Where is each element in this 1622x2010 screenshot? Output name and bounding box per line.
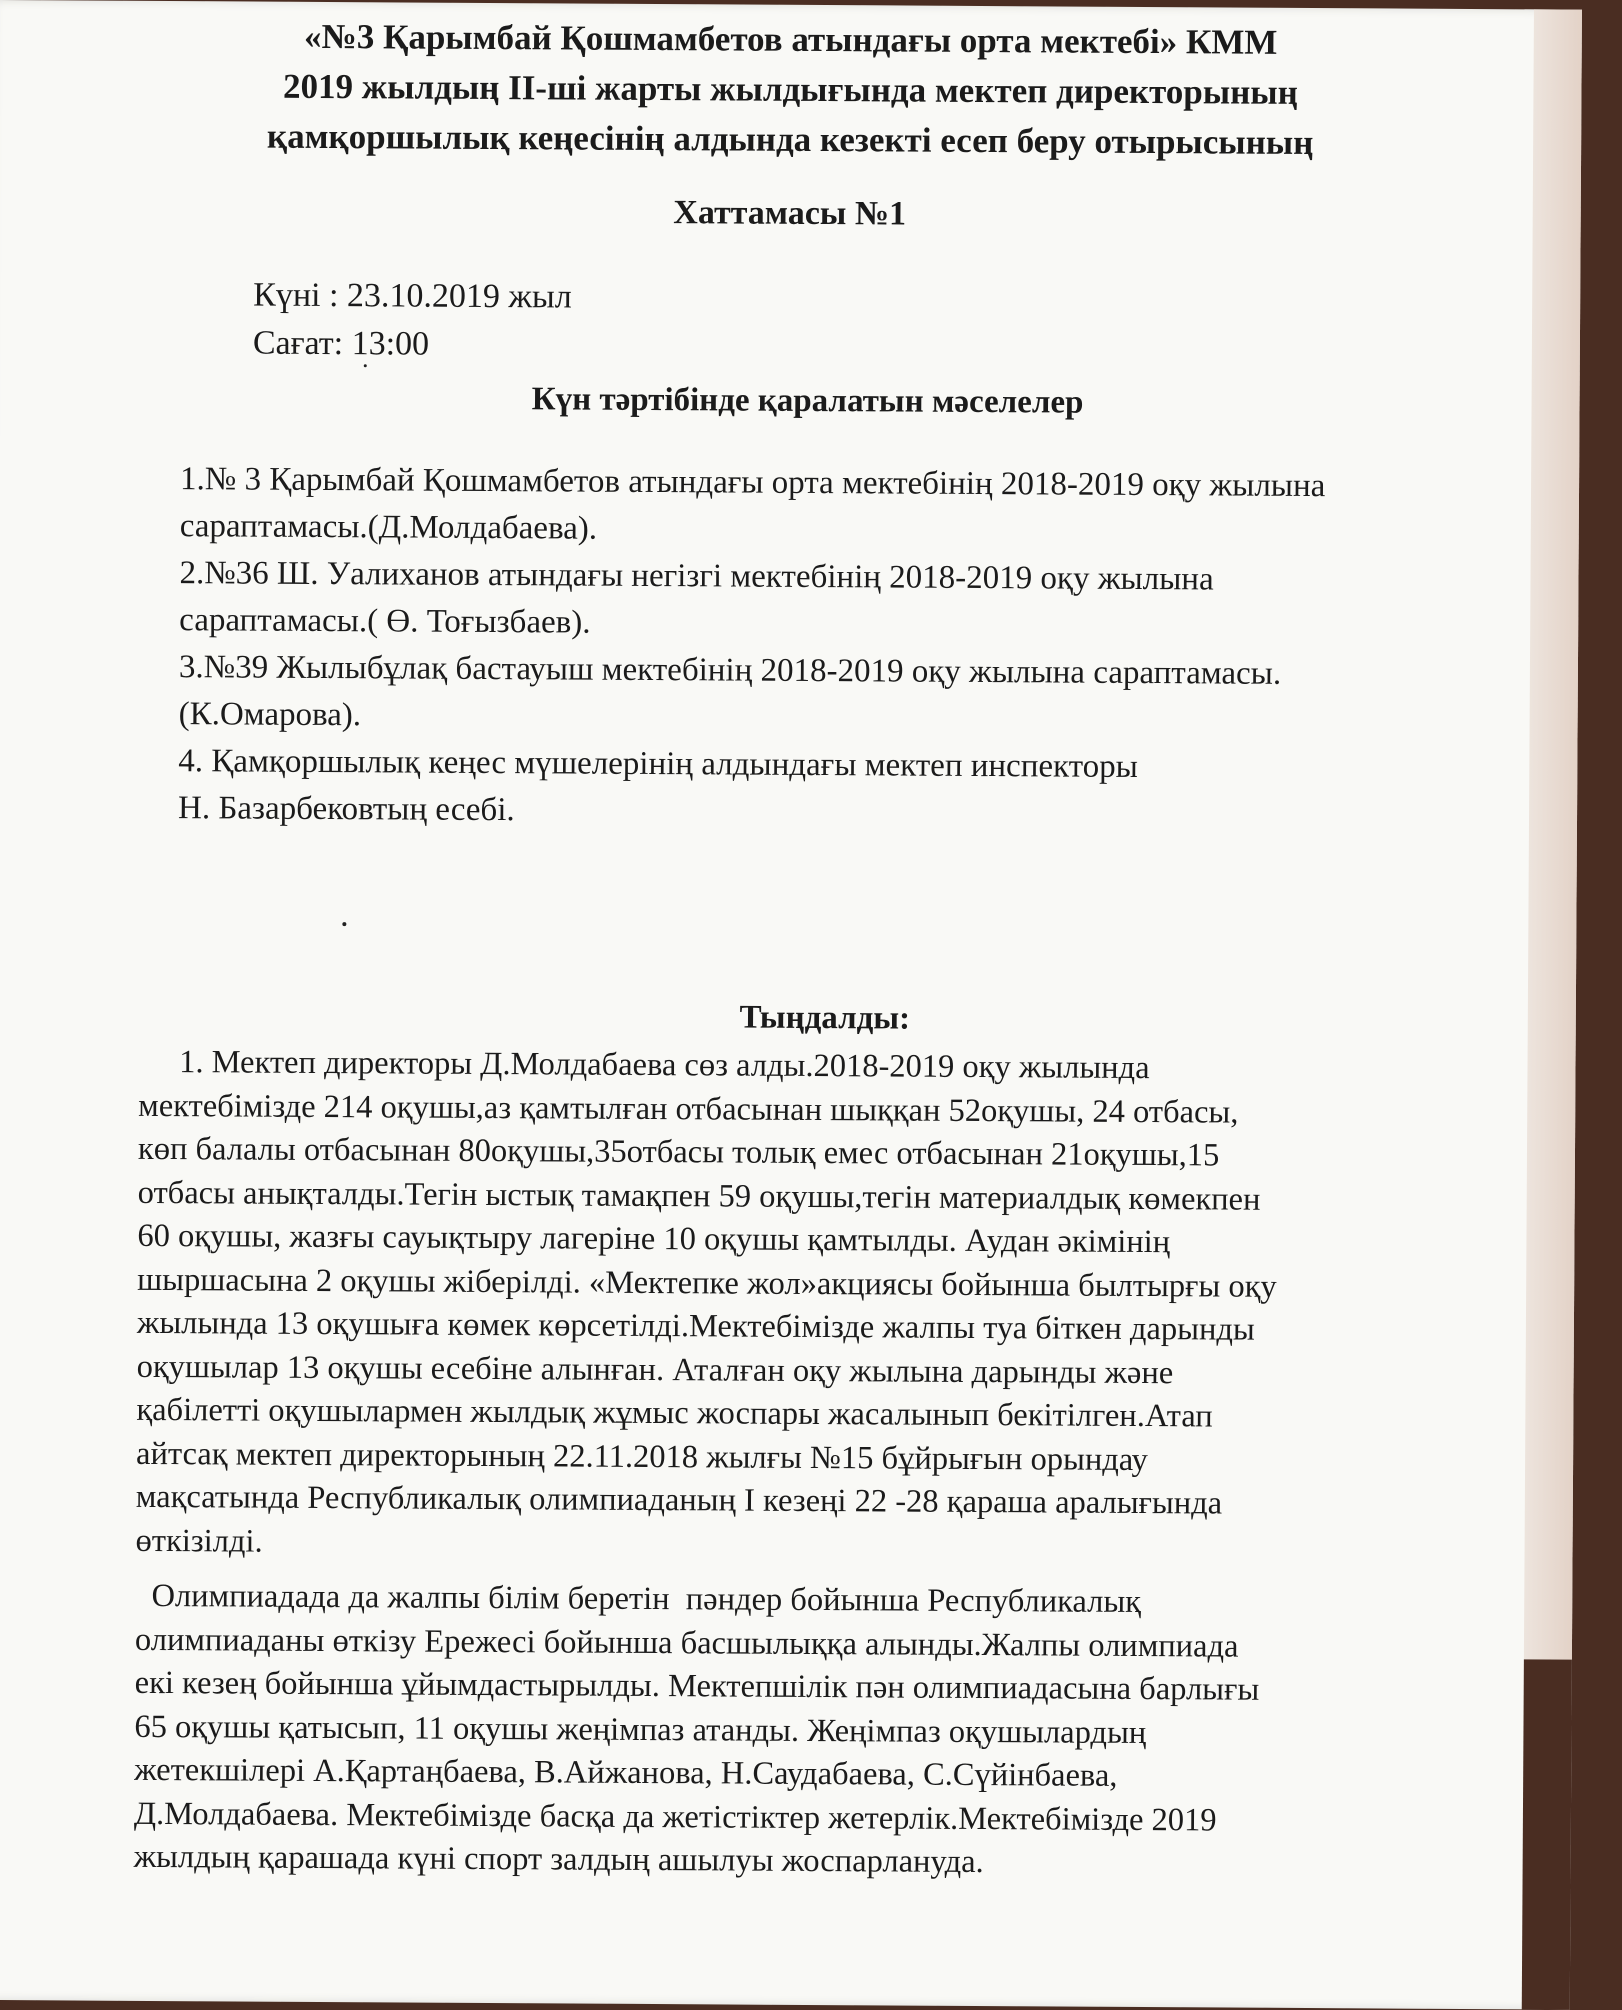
body-line: Д.Молдабаева. Мектебімізде басқа да жетістіктер жетерлік.Мектебімізде 2019 bbox=[133, 1795, 1217, 1838]
body-line: олимпиаданы өткізу Ережесі бойынша басшылыққа алынды.Жалпы олимпиада bbox=[134, 1621, 1239, 1665]
listened-title: Тыңдалды: bbox=[739, 999, 911, 1037]
agenda-line: 4. Қамқоршылық кеңес мүшелерінің алдындағы мектеп инспекторы bbox=[178, 743, 1138, 785]
body-line: 1. Мектеп директоры Д.Молдабаева сөз алды.2018-2019 оқу жылында bbox=[138, 1043, 1150, 1087]
agenda-line: (К.Омарова). bbox=[178, 696, 362, 734]
body-line: қабілетті оқушылармен жылдық жұмыс жоспары жасалынып бекітілген.Атап bbox=[136, 1391, 1213, 1435]
meeting-meta bbox=[253, 272, 572, 370]
body-line: отбасы анықталды.Тегін ыстық тамақпен 59 оқушы,тегін материалдық көмекпен bbox=[137, 1174, 1261, 1218]
agenda-line: 3.№39 Жылыбұлақ бастауыш мектебінің 2018-2019 оқу жылына сараптамасы. bbox=[178, 649, 1282, 692]
meeting-date: Күні : 23.10.2019 жыл bbox=[253, 276, 572, 316]
body-line: көп балалы отбасынан 80оқушы,35отбасы толық емес отбасынан 21оқушы,15 bbox=[137, 1130, 1220, 1174]
scan-speck bbox=[342, 922, 346, 926]
body-line: мақсатында Республикалық олимпиаданың І кезеңі 22 -28 қараша аралығында bbox=[135, 1478, 1223, 1522]
agenda-line: сараптамасы.( Ө. Тоғызбаев). bbox=[179, 602, 591, 641]
body-line: мектебімізде 214 оқушы,аз қамтылған отбасынан шыққан 52оқушы, 24 отбасы, bbox=[138, 1087, 1239, 1131]
body-line: жылдың қарашада күні спорт залдың ашылуы жоспарлануда. bbox=[133, 1838, 984, 1881]
agenda-title: Күн тәртібінде қаралатын мәселелер bbox=[531, 381, 1084, 421]
meeting-time: Сағат: 13:00 bbox=[252, 324, 430, 363]
body-line: айтсақ мектеп директорының 22.11.2018 жылғы №15 бұйрығын орындау bbox=[136, 1435, 1148, 1478]
agenda-line: Н. Базарбековтың есебі. bbox=[177, 790, 515, 829]
body-line: 60 оқушы, жазғы сауықтыру лагеріне 10 оқушы қамтылды. Аудан әкімінің bbox=[137, 1217, 1171, 1261]
paragraph-2 bbox=[134, 1575, 1436, 1887]
body-line: 65 оқушы қатысып, 11 оқушы жеңімпаз атанды. Жеңімпаз оқушылардың bbox=[134, 1708, 1147, 1751]
body-line: оқушылар 13 оқушы есебіне алынған. Аталған оқу жылына дарынды және bbox=[136, 1348, 1174, 1391]
body-line: екі кезең бойынша ұйымдастырылды. Мектепшілік пән олимпиадасына барлығы bbox=[134, 1664, 1260, 1708]
agenda-line: сараптамасы.(Д.Молдабаева). bbox=[179, 508, 598, 547]
paragraph-1 bbox=[135, 1041, 1438, 1571]
paper-edge bbox=[1524, 9, 1582, 1659]
body-line: Олимпиадада да жалпы білім беретін пәндер бойынша Республикалық bbox=[135, 1577, 1142, 1620]
minutes-body bbox=[134, 1041, 1439, 1887]
header-line-2: 2019 жылдың ІІ-ші жарты жылдығында мектеп директорының bbox=[282, 66, 1298, 112]
header-line-3: қамқоршылық кеңесінің алдында кезекті есеп беру отырысының bbox=[266, 116, 1314, 163]
document-title: Хаттамасы №1 bbox=[673, 194, 907, 233]
scan-speck bbox=[364, 364, 367, 367]
document-header bbox=[0, 10, 1582, 170]
body-line: жылында 13 оқушыға көмек көрсетілді.Мектебімізде жалпы туа біткен дарынды bbox=[136, 1304, 1255, 1348]
body-line: жетекшілері А.Қартаңбаева, В.Айжанова, Н.Саудабаева, С.Сүйінбаева, bbox=[134, 1751, 1118, 1794]
header-line-1: «№3 Қарымбай Қошмамбетов атындағы орта мектебі» КММ bbox=[303, 16, 1278, 62]
agenda-list bbox=[178, 456, 1480, 840]
background-surface bbox=[1522, 1659, 1572, 2009]
body-line: өткізілді. bbox=[135, 1522, 263, 1560]
body-line: шыршасына 2 оқушы жіберілді. «Мектепке жол»акциясы бойынша былтырғы оқу bbox=[137, 1261, 1277, 1305]
agenda-line: 1.№ 3 Қарымбай Қошмамбетов атындағы орта мектебінің 2018-2019 оқу жылына bbox=[179, 461, 1326, 505]
agenda-line: 2.№36 Ш. Уалиханов атындағы негізгі мектебінің 2018-2019 оқу жылына bbox=[179, 555, 1214, 598]
